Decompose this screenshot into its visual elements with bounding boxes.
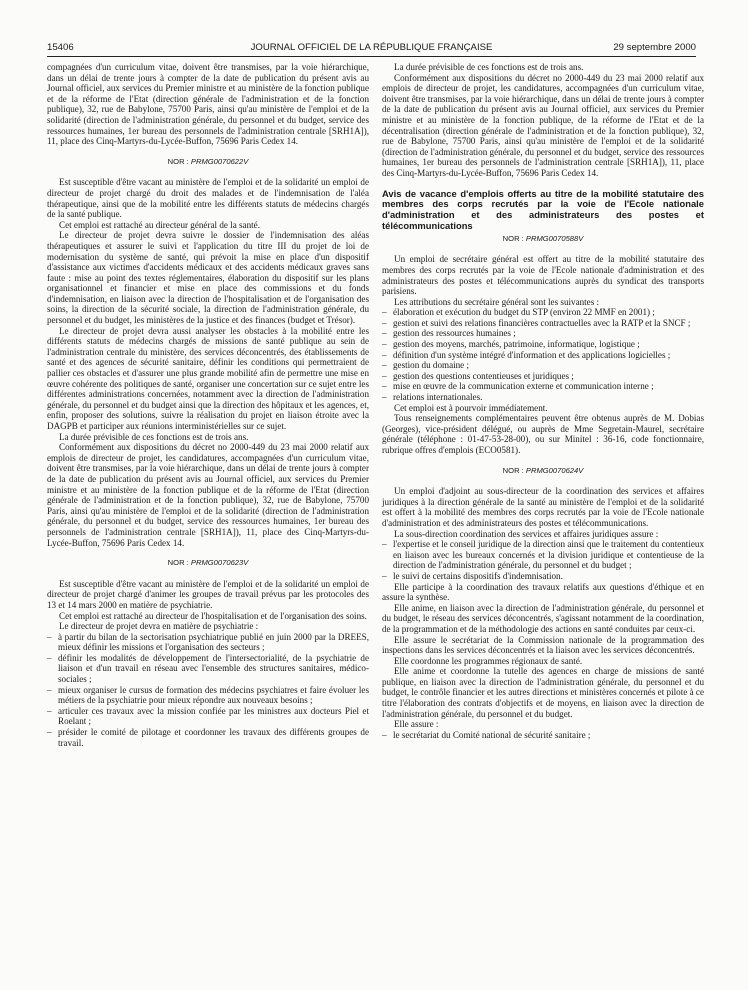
paragraph: Elle assure :	[394, 719, 439, 730]
list-item: – définition d'un système intégré d'information et des applications logicielles ;	[382, 350, 704, 361]
list-item: – gestion et suivi des relations financières contractuelles avec la RATP et la SNCF ;	[382, 318, 704, 329]
page-number: 15406	[47, 42, 74, 53]
nor-reference	[382, 466, 704, 477]
paragraph: Elle participe à la coordination des travaux relatifs aux questions d'éthique et en assure la synthèse.	[382, 581, 704, 603]
paragraph: Cet emploi est rattaché au directeur de l'hospitalisation et de l'organisation des soins.	[59, 610, 367, 621]
list-item: – articuler ces travaux avec la mission confiée par les ministres aux docteurs Piel et Roelant ;	[47, 706, 369, 727]
dash-list	[382, 730, 704, 741]
paragraph: La sous-direction coordination des services et affaires juridiques assure :	[394, 528, 659, 539]
header-rule	[47, 56, 696, 57]
list-item: – gestion des ressources humaines ;	[382, 328, 704, 339]
nor-label: NOR :	[167, 558, 191, 568]
paragraph: Le directeur de projet devra suivre le dossier de l'indemnisation des aléas thérapeutiques et assurer le suivi et l'application du titre III du projet de loi de modernisation du système de santé, qui prévoit la mise en place d'un dispositif d'assistance aux victimes d'accidents médicaux et des accidents médicaux graves sans faute : mise au point des textes réglementaires, élaboration du dispositif sur les plans organisationnel et financier et mise en place des commissions et du fonds d'indemnisation, en liaison avec la direction de l'hospitalisation et de l'organisation des soins, la direction de la sécurité sociale, la direction de l'administration générale, du personnel et du budget, les ministères de la justice et des finances (budget et Trésor).	[47, 230, 369, 326]
right-column	[382, 62, 704, 740]
nor-label: NOR :	[502, 465, 526, 475]
list-item: – mise en œuvre de la communication externe et communication interne ;	[382, 381, 704, 392]
dash-list	[382, 539, 704, 581]
paragraph: Elle coordonne les programmes régionaux de santé.	[394, 655, 583, 666]
nor-reference	[382, 234, 704, 245]
list-item: – définir les modalités de développement de l'intersectorialité, de la psychiatrie de liaison et d'un travail en réseau avec l'ensemble des structures sanitaires, médico-sociales ;	[47, 653, 369, 685]
journal-title: JOURNAL OFFICIEL DE LA RÉPUBLIQUE FRANÇAISE	[250, 42, 493, 53]
paragraph: Le directeur de projet devra aussi analyser les obstacles à la mobilité entre les différents statuts de médecins chargés de missions de santé publique au sein de l'administration centrale du ministère, des services déconcentrés, des établissements de santé et des agences de sécurité sanitaire, définir les conditions qui permettraient de pallier ces obstacles et d'assurer une plus grande mobilité afin de permettre une mise en œuvre cohérente des politiques de santé, organiser une concertation sur ce sujet entre les différentes administrations concernées, notamment avec la direction de l'administration générale, du personnel et du budget ainsi que la direction des hôpitaux et les agences, et, enfin, proposer des solutions, suivre la réalisation du projet en liaison étroite avec la DAGPB et participer aux réunions interministérielles sur ce sujet.	[47, 325, 369, 431]
list-item: – relations internationales.	[382, 392, 704, 403]
paragraph: Cet emploi est rattaché au directeur général de la santé.	[59, 219, 260, 230]
paragraph: Un emploi de secrétaire général est offert au titre de la mobilité statutaire des membres des corps recrutés par la voie de l'Ecole nationale d'administration et des administrateurs des postes et télécommunications auprès du syndicat des transports parisiens.	[382, 254, 704, 297]
paragraph: Elle anime et coordonne la tutelle des agences en charge de missions de santé publique, en liaison avec la direction de l'administration générale, du personnel et du budget, le contrôle financier et les autres directions et ministères concernés et pilote à ce titre l'élaboration des contrats d'objectifs et de moyens, en liaison avec la direction de l'administration générale, du personnel et du budget.	[382, 666, 704, 719]
list-item: – à partir du bilan de la sectorisation psychiatrique publié en juin 2000 par la DREES, mieux définir les missions et l'organisation des secteurs ;	[47, 632, 369, 653]
list-item: – gestion des moyens, marchés, patrimoine, informatique, logistique ;	[382, 339, 704, 350]
paragraph: Un emploi d'adjoint au sous-directeur de la coordination des services et affaires juridiques à la direction générale de la santé au ministère de l'emploi et de la solidarité est offert à la mobilité des membres des corps recrutés par la voie de l'Ecole nationale d'administration et des administrateurs des postes et télécommunications.	[382, 486, 704, 528]
paragraph: compagnées d'un curriculum vitae, doivent être transmises, par la voie hiérarchique, dans un délai de trente jours à compter de la date de publication du présent avis au Journal officiel, aux services du Premier ministre et au ministère de la fonction publique et de la réforme de l'Etat (direction générale de l'administration et de la fonction publique), 32, rue de Babylone, 75700 Paris, ainsi qu'au ministère de l'emploi et de la solidarité (direction de l'administration générale, du personnel et du budget, service des ressources humaines, 1er bureau des personnels de l'administration centrale [SRH1A]), 11, place des Cinq-Martyrs-du-Lycée-Buffon, 75696 Paris Cedex 14.	[47, 62, 369, 147]
dash-list	[382, 307, 704, 402]
nor-reference	[47, 558, 369, 569]
list-item: – gestion du domaine ;	[382, 360, 704, 371]
list-item: – mieux organiser le cursus de formation des médecins psychiatres et faire évoluer les métiers de la psychiatrie pour mieux répondre aux nouveaux besoins ;	[47, 685, 369, 706]
paragraph: Conformément aux dispositions du décret no 2000-449 du 23 mai 2000 relatif aux emplois de directeur de projet, les candidatures, accompagnées d'un curriculum vitae, doivent être transmises, par la voie hiérarchique, dans un délai de trente jours à compter de la date de publication du présent avis au Journal officiel, aux services du Premier ministre et au ministère de la fonction publique et de la réforme de l'Etat (direction générale de l'administration et de la fonction publique), 32, rue de Babylone, 75700 Paris, ainsi qu'au ministère de l'emploi et de la solidarité (direction de l'administration générale, du personnel et du budget, service des ressources humaines, 1er bureau des personnels de l'administration centrale [SRH1A]), 11, place des Cinq-Martyrs-du-Lycée-Buffon, 75696 Paris Cedex 14.	[47, 442, 369, 548]
list-item: – élaboration et exécution du budget du STP (environ 22 MMF en 2001) ;	[382, 307, 704, 318]
publication-date: 29 septembre 2000	[613, 42, 696, 53]
paragraph: Elle assure le secrétariat de la Commission nationale de la programmation des inspections dans les services déconcentrés et la liaison avec les services déconcentrés.	[382, 634, 704, 656]
paragraph: La durée prévisible de ces fonctions est de trois ans.	[59, 431, 249, 442]
nor-code: PRMG0070588V	[525, 233, 584, 243]
paragraph: Elle anime, en liaison avec la direction de l'administration générale, du personnel et du budget, le réseau des services déconcentrés, s'agissant notamment de la coordination, de la programmation et de la méthodologie des actions en santé conduites par ceux-ci.	[382, 602, 704, 634]
nor-label: NOR :	[167, 156, 191, 166]
list-item: – l'expertise et le conseil juridique de la direction ainsi que le traitement du contentieux en liaison avec les bureaux concernés et la division juridique et contentieuse de la direction de l'administration générale, du personnel et du budget ;	[382, 539, 704, 571]
nor-code: PRMG0070624V	[525, 465, 584, 475]
paragraph: Tous renseignements complémentaires peuvent être obtenus auprès de M. Dobias (Georges), vice-président délégué, ou auprès de Mme Segretain-Maurel, secrétaire générale (téléphone : 01-47-53-28-00), ou sur Minitel : 36-16, code fonctionnaire, rubrique offres d'emplois (ECO0581).	[382, 413, 704, 455]
dash-list	[47, 632, 369, 749]
paragraph: Est susceptible d'être vacant au ministère de l'emploi et de la solidarité un emploi de directeur de projet chargé d'animer les groupes de travail prévus par les protocoles des 13 et 14 mars 2000 en matière de psychiatrie.	[47, 578, 369, 610]
section-title: Avis de vacance d'emplois offerts au titre de la mobilité statutaire des membres des corps recrutés par la voie de l'Ecole nationale d'administration et des administrateurs des postes et télécommunications	[382, 187, 704, 231]
nor-code: PRMG0070622V	[190, 156, 249, 166]
page-header	[47, 42, 696, 56]
paragraph: Les attributions du secrétaire général sont les suivantes :	[394, 296, 600, 307]
list-item: – présider le comité de pilotage et coordonner les travaux des différents groupes de travail.	[47, 727, 369, 748]
nor-label: NOR :	[502, 233, 526, 243]
paragraph: Est susceptible d'être vacant au ministère de l'emploi et de la solidarité un emploi de directeur de projet chargé du droit des malades et de l'indemnisation de l'aléa thérapeutique, ainsi que de la mobilité entre les différents statuts de médecins chargés de la santé publique.	[47, 177, 369, 220]
left-column	[47, 62, 369, 748]
paragraph: Cet emploi est à pourvoir immédiatement.	[394, 402, 548, 413]
list-item: – le suivi de certains dispositifs d'indemnisation.	[382, 571, 704, 582]
list-item: – le secrétariat du Comité national de sécurité sanitaire ;	[382, 730, 704, 741]
list-item: – gestion des questions contentieuses et juridiques ;	[382, 371, 704, 382]
paragraph: Conformément aux dispositions du décret no 2000-449 du 23 mai 2000 relatif aux emplois de directeur de projet, les candidatures, accompagnées d'un curriculum vitae, doivent être transmises, par la voie hiérarchique, dans un délai de trente jours à compter de la date de publication du présent avis au Journal officiel, aux services du Premier ministre et au ministère de la fonction publique, de la réforme de l'Etat et de la décentralisation (direction générale de l'administration et de la fonction publique), 32, rue de Babylone, 75700 Paris, ainsi qu'au ministère de l'emploi et de la solidarité (direction de l'administration générale, du personnel et du budget, service des ressources humaines, 1er bureau des personnels de l'administration centrale [SRH1A]), 11, place des Cinq-Martyrs-du-Lycée-Buffon, 75696 Paris Cedex 14.	[382, 72, 704, 178]
paragraph: La durée prévisible de ces fonctions est de trois ans.	[394, 62, 584, 72]
nor-code: PRMG0070623V	[190, 558, 249, 568]
paragraph: Le directeur de projet devra en matière de psychiatrie :	[59, 621, 259, 632]
nor-reference	[47, 157, 369, 168]
